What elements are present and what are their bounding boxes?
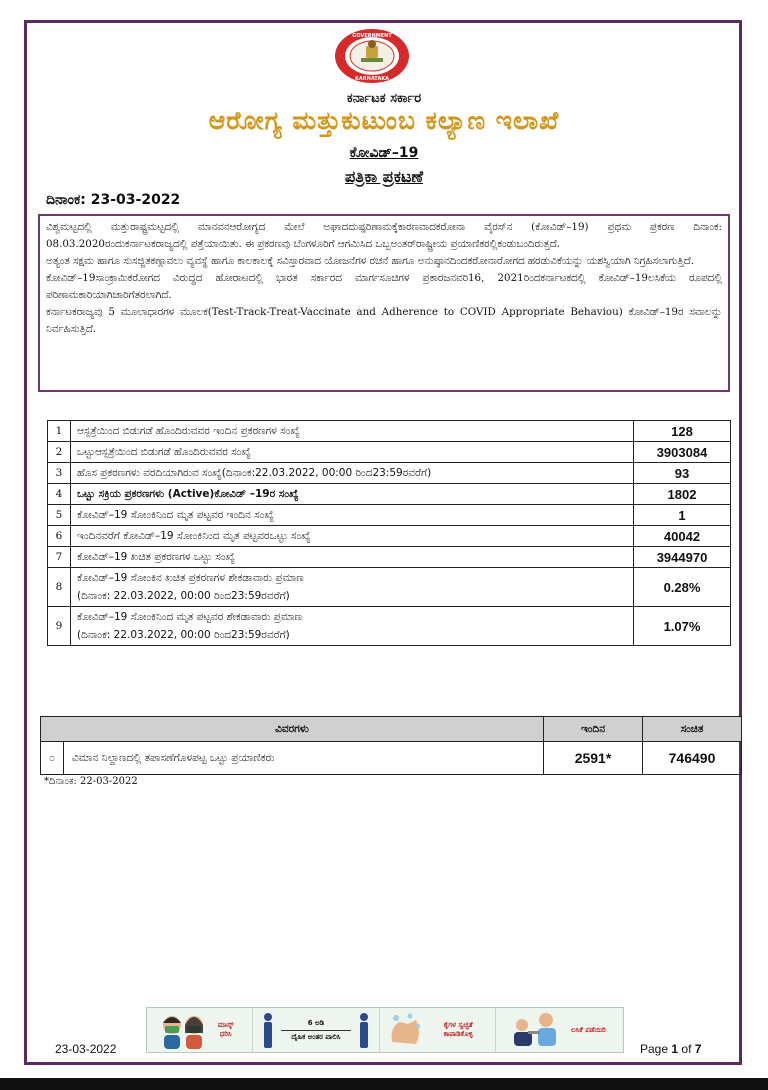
handwash-text: ಕೈಗಳ ಸ್ವಚ್ಛತೆ ಕಾಪಾಡಿಕೊಳ್ಳಿ [443,1021,473,1038]
table-row [48,421,731,442]
header-today: ಇಂದಿನ [544,717,643,742]
row-value: 1.07% [634,607,731,646]
distance-section [252,1008,378,1052]
date-label: ದಿನಾಂಕ: [46,192,86,208]
covid-stats-table [47,420,731,646]
row-value: 3944970 [634,547,731,568]
svg-text:GOVERNMENT: GOVERNMENT [352,33,392,39]
page-total: 7 [694,1042,702,1056]
row-number: ೦ [41,742,64,775]
table-row [48,463,731,484]
row-number: 7 [48,547,71,568]
row-label: ವಿಮಾನ ನಿಲ್ದಾಣದಲ್ಲಿ ತಪಾಸಣೆಗೊಳಪಟ್ಟ ಒಟ್ಟು ಪ್ರಯಾಣಿಕರು [64,742,544,775]
page-of: of [681,1042,692,1056]
intro-paragraph: ಅತ್ಯಂತ ಸಕ್ಷಮ ಹಾಗೂ ಸುಸಜ್ಜಿತಕಣ್ಗಾವಲು ವ್ಯವಸ್ಥೆ ಹಾಗೂ ಕಾಲಕಾಲಕ್ಕೆ ಸವಿಸ್ತಾರವಾದ ಯೋಜನೆಗಳ ರಚನೆ ಹಾಗೂ ಅನುಷ್ಠಾನದಿಂದಕರೋನಾರೋಗದ ಹರಡುವಿಕೆಯನ್ನು ಯಶಸ್ವಿಯಾಗಿ ನಿಗ್ರಹಿಸಲಾಗುತ್ತಿದೆ. [46,255,694,267]
press-release-title: ಪತ್ರಿಕಾ ಪ್ರಕಟಣೆ [344,167,424,186]
row-value: 128 [634,421,731,442]
row-number: 1 [48,421,71,442]
vaccine-section [495,1008,623,1052]
release-date [46,192,180,208]
row-number: 8 [48,568,71,607]
row-number: 2 [48,442,71,463]
vaccination-icon [510,1011,562,1049]
handwash-section [379,1008,495,1052]
table-header-row [41,717,742,742]
table-row [48,568,731,607]
row-label [71,607,634,646]
header-cumulative: ಸಂಚಿತ [643,717,742,742]
page-indicator [640,1042,701,1056]
row-number: 6 [48,526,71,547]
footnote: *ದಿನಾಂಕ: 22-03-2022 [44,776,138,787]
row-value: 93 [634,463,731,484]
government-seal-icon [333,28,411,84]
row-number: 3 [48,463,71,484]
header-details: ವಿವರಗಳು [41,717,544,742]
row-value: 0.28% [634,568,731,607]
table-row [48,505,731,526]
page-number: 1 [671,1042,679,1056]
row-label-date: (ದಿನಾಂಕ: 22.03.2022, 00:00 ರಿಂದ23:59ರವರೆಗೆ) [77,629,290,641]
airport-screening-table [40,716,742,775]
distance-label: ದೈಹಿಕ ಅಂತರ ಪಾಲಿಸಿ [291,1032,341,1041]
intro-paragraph: ವಿಶ್ವಮಟ್ಟದಲ್ಲಿ ಮತ್ತುರಾಷ್ಟ್ರಮಟ್ಟದಲ್ಲಿ ಮಾನವನಆರೋಗ್ಯದ ಮೇಲೆ ಅಘಾದದುಷ್ಪರಿಣಾಮಕ್ಕೆಕಾರಣವಾದಕರೋನಾ ವೈರಸ್‌ನ (ಕೋವಿಡ್–19) ಪ್ರಥಮ ಪ್ರಕರಣ ದಿನಾಂಕ: 08.03.2020ರಂದುಕರ್ನಾಟಕರಾಜ್ಯದಲ್ಲಿ ಪತ್ತೆಯಾಯಿತು. ಈ ಪ್ರಕರಣವು ಬೆಂಗಳೂರಿಗೆ ಆಗಮಿಸಿದ ಒಬ್ಬಅಂತರ್‌ರಾಷ್ಟ್ರೀಯ ಪ್ರಯಾಣಿಕರಲ್ಲಿಕಂಡುಬಂದಿರುತ್ತದೆ. [46,221,722,250]
footer-date: 23-03-2022 [55,1042,117,1056]
row-value: 40042 [634,526,731,547]
covid-title: ಕೋವಿಡ್–19 [349,145,419,161]
intro-paragraph: ಕರ್ನಾಟಕರಾಜ್ಯವು 5 ಮೂಲಾಧಾರಗಳ ಮೂಲಕ(Test-Track-Treat-Vaccinate and Adherence to COVID Appropriate Behaviou) ಕೋವಿಡ್–19ರ ಸವಾಲನ್ನು ನಿರ್ವಹಿಸುತ್ತಿದೆ. [46,306,722,335]
masked-people-icon [159,1011,207,1049]
row-label: ಕೋವಿಡ್–19 ಖಚಿತ ಪ್ರಕರಣಗಳ ಒಟ್ಟು ಸಂಖ್ಯೆ [71,547,634,568]
table-row [48,442,731,463]
distance-feet: 6 ಅಡಿ [307,1018,325,1027]
mask-text: ಮಾಸ್ಕ್ ಧರಿಸಿ [217,1021,234,1038]
row-total-value: 746490 [643,742,742,775]
vaccine-text: ಲಸಿಕೆ ಪಡೆಯಿರಿ [571,1025,606,1034]
distance-arrow [281,1030,351,1031]
row-label-line: ಕೋವಿಡ್–19 ಸೋಂಕಿನ ಖಚಿತ ಪ್ರಕರಣಗಳ ಶೇಕಡಾವಾರು ಪ್ರಮಾಣ [77,572,304,584]
table-row [41,742,742,775]
row-label: ಒಟ್ಟುಆಸ್ಪತ್ರೆಯಿಂದ ಬಿಡುಗಡೆ ಹೊಂದಿರುವವರ ಸಂಖ್ಯೆ [71,442,634,463]
department-title: ಆರೋಗ್ಯ ಮತ್ತುಕುಟುಂಬ ಕಲ್ಯಾಣ ಇಲಾಖೆ [208,106,560,135]
row-label: ಕೋವಿಡ್–19 ಸೋಂಕಿನಿಂದ ಮೃತ ಪಟ್ಟವರ ಇಂದಿನ ಸಂಖ್ಯೆ [71,505,634,526]
handwash-icon [386,1012,424,1048]
row-label-line: ಕೋವಿಡ್–19 ಸೋಂಕಿನಿಂದ ಮೃತ ಪಟ್ಟವರ ಶೇಕಡಾವಾರು ಪ್ರಮಾಣ [77,611,302,623]
row-label: ಆಸ್ಪತ್ರೆಯಿಂದ ಬಿಡುಗಡೆ ಹೊಂದಿರುವವರ ಇಂದಿನ ಪ್ರಕರಣಗಳ ಸಂಖ್ಯೆ [71,421,634,442]
row-label [71,568,634,607]
row-label: ಇಂದಿನವರೆಗೆ ಕೋವಿಡ್–19 ಸೋಂಕಿನಿಂದ ಮೃತ ಪಟ್ಟವರಒಟ್ಟು ಸಂಖ್ಯೆ [71,526,634,547]
covid-behaviour-banner [146,1007,624,1053]
row-label: ಒಟ್ಟು ಸಕ್ರಿಯ ಪ್ರಕರಣಗಳು (Active)ಕೋವಿಡ್ –19ರ ಸಂಖ್ಯೆ [71,484,634,505]
row-number: 4 [48,484,71,505]
bottom-rule [0,1078,768,1090]
intro-box [38,214,730,392]
row-number: 5 [48,505,71,526]
row-today-value: 2591* [544,742,643,775]
page-label: Page [640,1042,669,1056]
row-value: 3903084 [634,442,731,463]
row-label-date: (ದಿನಾಂಕ: 22.03.2022, 00:00 ರಿಂದ23:59ರವರೆಗೆ) [77,590,290,602]
distance-text [281,1019,351,1042]
intro-paragraph: ಕೋವಿಡ್–19ಸಾಂಕ್ರಾಮಿಕರೋಗದ ವಿರುದ್ಧದ ಹೋರಾಟದಲ್ಲಿ ಭಾರತ ಸರ್ಕಾರದ ಮಾರ್ಗಸೂಚಿಗಳ ಪ್ರಕಾರಜನವರಿ16, 2021ರಿಂದಕರ್ನಾಟಕದಲ್ಲಿ ಕೋವಿಡ್–19ಲಸಿಕೆಯ ರೂಪದಲ್ಲಿ ಪರಿಣಾಮಕಾರಿಯಾಗಿಜಾರಿಗೆತರಲಾಗಿದೆ. [46,272,722,301]
row-value: 1802 [634,484,731,505]
person-icon [261,1012,275,1048]
date-value: 23-03-2022 [90,192,181,208]
table-row [48,547,731,568]
table-row [48,607,731,646]
row-number: 9 [48,607,71,646]
table-row [48,484,731,505]
row-label: ಹೊಸ ಪ್ರಕರಣಗಳು ವರದಿಯಾಗಿರುವ ಸಂಖ್ಯೆ(ದಿನಾಂಕ:22.03.2022, 00:00 ರಿಂದ23:59ರವರೆಗೆ) [71,463,634,484]
svg-text:KARNATAKA: KARNATAKA [355,76,389,82]
government-name: ಕರ್ನಾಟಕ ಸರ್ಕಾರ [346,91,422,106]
row-value: 1 [634,505,731,526]
table-row [48,526,731,547]
person-icon [357,1012,371,1048]
mask-section [147,1008,252,1052]
